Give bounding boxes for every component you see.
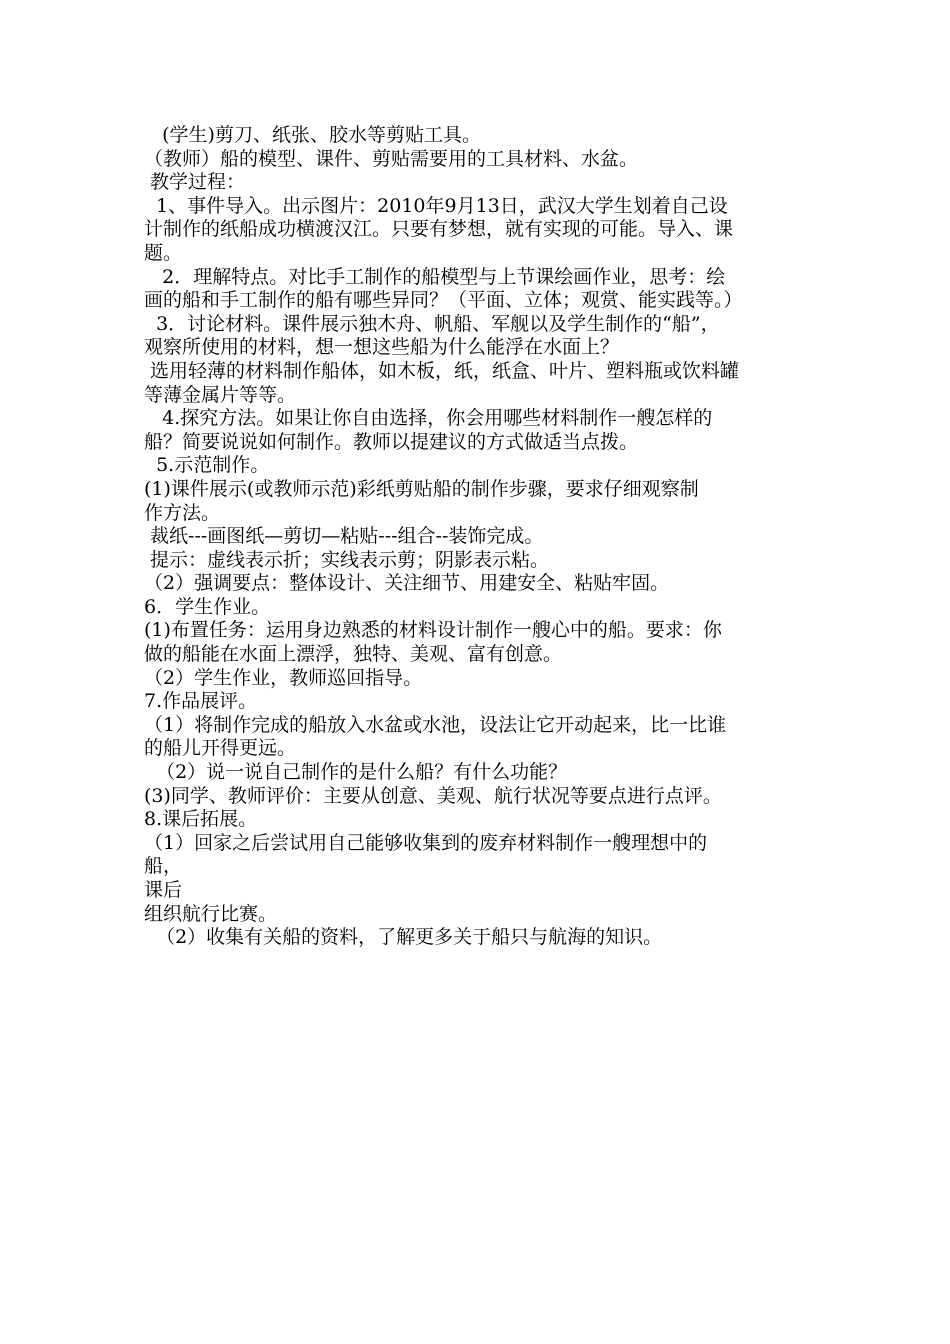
text-line: 计制作的纸船成功横渡汉江。只要有梦想，就有实现的可能。导入、课 bbox=[144, 218, 734, 241]
text-line: （2）学生作业，教师巡回指导。 bbox=[144, 666, 423, 689]
text-line: 裁纸---画图纸—剪切—粘贴---组合--装饰完成。 bbox=[144, 525, 544, 548]
text-line: 课后 bbox=[144, 879, 183, 901]
text-line: 教学过程： bbox=[144, 171, 246, 194]
text-line: （2）收集有关船的资料，了解更多关于船只与航海的知识。 bbox=[144, 926, 663, 949]
text-line: 1、事件导入。出示图片：2010年9月13日，武汉大学生划着自己设 bbox=[144, 194, 728, 217]
text-line: 提示：虚线表示折；实线表示剪；阴影表示粘。 bbox=[144, 548, 550, 571]
text-line: 4.探究方法。如果让你自由选择，你会用哪些材料制作一艘怎样的 bbox=[144, 407, 713, 430]
text-line: 做的船能在水面上漂浮，独特、美观、富有创意。 bbox=[144, 643, 563, 666]
text-line: 作方法。 bbox=[144, 501, 221, 524]
text-line: （1）将制作完成的船放入水盆或水池，设法让它开动起来，比一比谁 bbox=[144, 713, 727, 736]
text-line: 船， bbox=[144, 855, 183, 878]
text-line: 组织航行比赛。 bbox=[144, 902, 278, 925]
text-line: (3)同学、教师评价：主要从创意、美观、航行状况等要点进行点评。 bbox=[144, 784, 722, 807]
lesson-plan-body bbox=[144, 124, 812, 950]
text-line: (学生)剪刀、纸张、胶水等剪贴工具。 bbox=[144, 124, 481, 146]
text-line: 的船儿开得更远。 bbox=[144, 737, 297, 760]
text-line: 题。 bbox=[144, 241, 183, 264]
text-line: 7.作品展评。 bbox=[144, 690, 258, 713]
text-line: （2）强调要点：整体设计、关注细节、用建安全、粘贴牢固。 bbox=[144, 572, 670, 595]
text-line: (1)课件展示(或教师示范)彩纸剪贴船的制作步骤，要求仔细观察制 bbox=[144, 477, 699, 500]
text-line: 画的船和手工制作的船有哪些异同？（平面、立体；观赏、能实践等。） bbox=[144, 289, 743, 312]
text-line: （2）说一说自己制作的是什么船？有什么功能？ bbox=[144, 761, 568, 784]
text-line: 船？简要说说如何制作。教师以提建议的方式做适当点拨。 bbox=[144, 430, 639, 453]
text-line: （教师）船的模型、课件、剪贴需要用的工具材料、水盆。 bbox=[144, 147, 639, 170]
text-line: 等薄金属片等等。 bbox=[144, 383, 297, 406]
text-line: 3．讨论材料。课件展示独木舟、帆船、军舰以及学生制作的“船”， bbox=[144, 312, 720, 335]
text-line: (1)布置任务：运用身边熟悉的材料设计制作一艘心中的船。要求：你 bbox=[144, 619, 722, 642]
text-line: 8.课后拓展。 bbox=[144, 808, 258, 831]
text-line: 5.示范制作。 bbox=[144, 454, 270, 477]
text-line: 观察所使用的材料，想一想这些船为什么能浮在水面上？ bbox=[144, 336, 620, 359]
text-line: 6．学生作业。 bbox=[144, 595, 271, 618]
text-line: 选用轻薄的材料制作船体，如木板，纸，纸盒、叶片、塑料瓶或饮料罐 bbox=[144, 359, 740, 382]
text-line: （1）回家之后尝试用自己能够收集到的废弃材料制作一艘理想中的 bbox=[144, 831, 708, 854]
text-line: 2．理解特点。对比手工制作的船模型与上节课绘画作业，思考：绘 bbox=[144, 265, 726, 288]
